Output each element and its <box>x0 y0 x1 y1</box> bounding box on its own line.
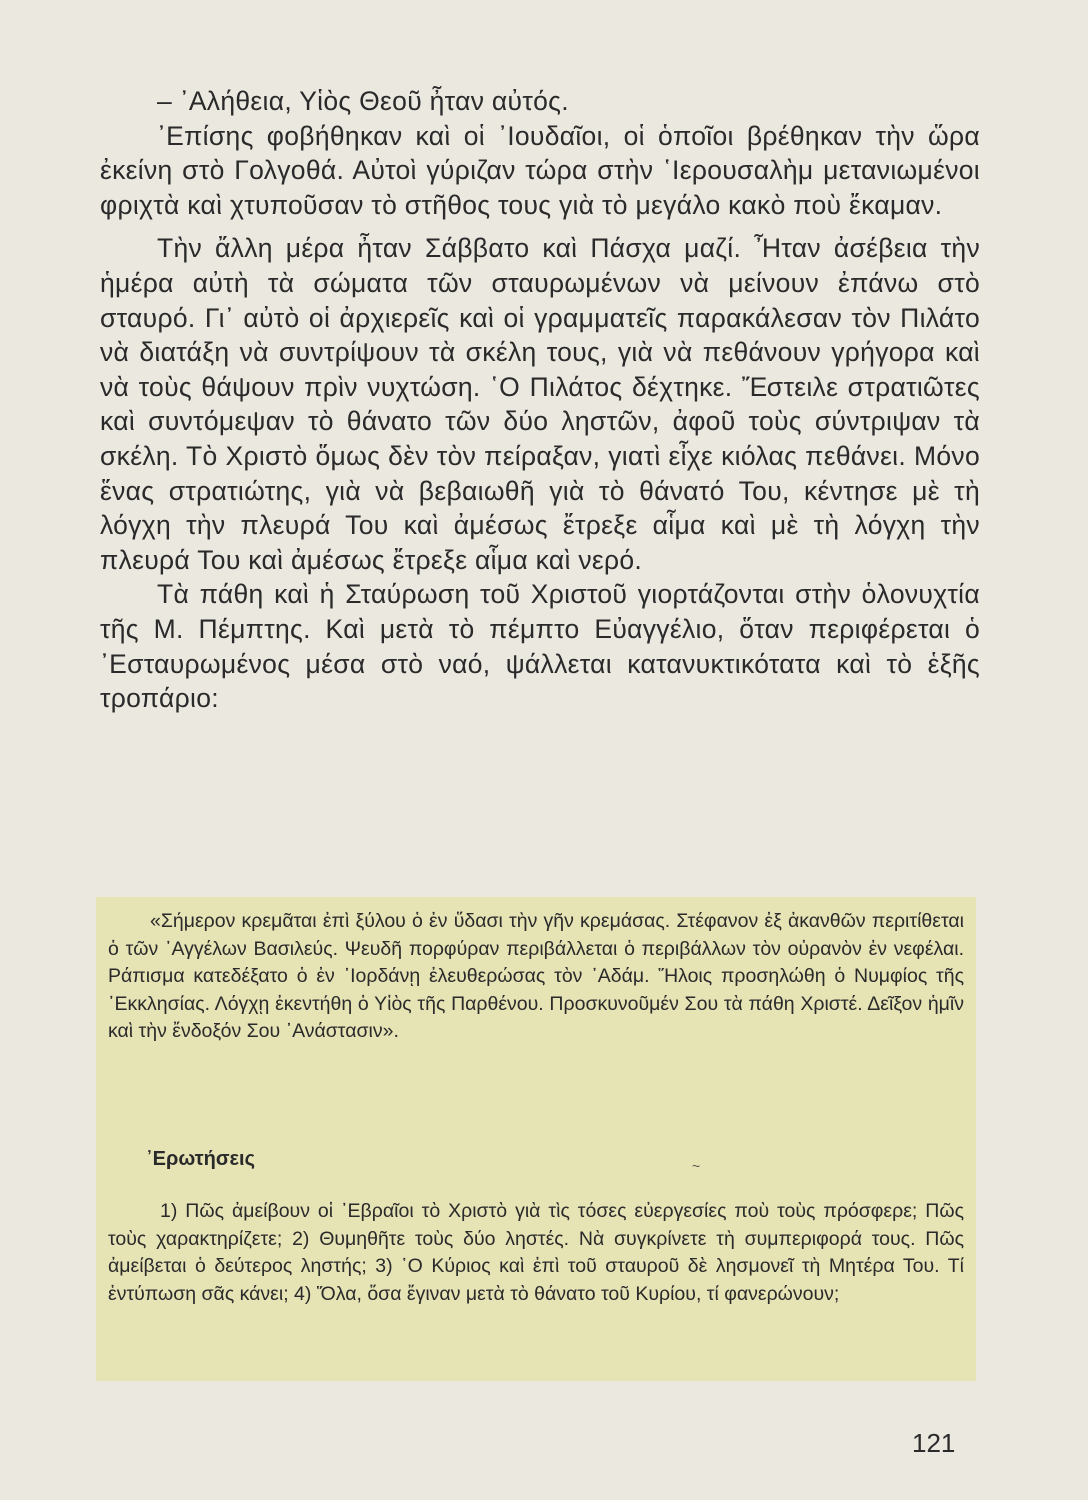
questions-content: 1) Πῶς ἀμείβουν οἱ ᾿Εβραῖοι τὸ Χριστὸ γιὰ τὶς τόσες εὐεργεσίες ποὺ τοὺς πρόσφερε; Πῶς τοὺς χαρακτηρίζετε; 2) Θυμηθῆτε τοὺς δύο ληστές. Νὰ συγκρίνετε τὴ συμπεριφορά τους. Πῶς ἀμείβεται ὁ δεύτερος ληστής; 3) ῾Ο Κύριος καὶ ἐπὶ τοῦ σταυροῦ δὲ λησμονεῖ τὴ Μητέρα Του. Τί ἐντύπωση σᾶς κάνει; 4) Ὅλα, ὅσα ἔγιναν μετὰ τὸ θάνατο τοῦ Κυρίου, τί φανερώνουν; <box>108 1200 964 1305</box>
main-text <box>100 84 980 716</box>
paragraph-sabbath: Τὴν ἄλλη μέρα ἦταν Σάββατο καὶ Πάσχα μαζί. Ἦταν ἀσέβεια τὴν ἡμέρα αὐτὴ τὰ σώματα τῶν σταυρωμένων νὰ μείνουν ἐπάνω στὸ σταυρό. Γι᾿ αὐτὸ οἱ ἀρχιερεῖς καὶ οἱ γραμματεῖς παρακάλεσαν τὸν Πιλάτο νὰ διατάξη νὰ συντρίψουν τὰ σκέλη τους, γιὰ νὰ πεθάνουν γρήγορα καὶ νὰ τοὺς θάψουν πρὶν νυχτώση. ῾Ο Πιλάτος δέχτηκε. Ἔστειλε στρατιῶτες καὶ συντόμεψαν τὸ θάνατο τῶν δύο ληστῶν, ἀφοῦ τοὺς σύντριψαν τὰ σκέλη. Τὸ Χριστὸ ὅμως δὲν τὸν πείραξαν, γιατὶ εἶχε κιόλας πεθάνει. Μόνο ἕνας στρατιώτης, γιὰ νὰ βεβαιωθῆ γιὰ τὸ θάνατό Του, κέντησε μὲ τὴ λόγχη τὴν πλευρά Του καὶ ἀμέσως ἔτρεξε αἷμα καὶ μὲ τὴ λόγχη τὴν πλευρά Του καὶ ἀμέσως ἔτρεξε αἷμα καὶ νερό. <box>100 233 980 575</box>
dialogue-line: – ᾿Αλήθεια, Υἱὸς Θεοῦ ἦταν αὐτός. <box>157 86 569 116</box>
questions-heading: ᾿Ερωτήσεις <box>146 1148 255 1170</box>
paragraph-judeans: ᾿Επίσης φοβήθηκαν καὶ οἱ ᾿Ιουδαῖοι, οἱ ὁποῖοι βρέθηκαν τὴν ὥρα ἐκείνη στὸ Γολγοθά. Αὐτοὶ γύριζαν τώρα στὴν ῾Ιερουσαλὴμ μετανιωμένοι φριχτὰ καὶ χτυποῦσαν τὸ στῆθος τους γιὰ τὸ μεγάλο κακὸ ποὺ ἔκαμαν. <box>100 120 980 220</box>
troparion-content: «Σήμερον κρεμᾶται ἐπὶ ξύλου ὁ ἐν ὕδασι τὴν γῆν κρεμάσας. Στέφανον ἐξ ἀκανθῶν περιτίθεται ὁ τῶν ᾿Αγγέλων Βασιλεύς. Ψευδῆ πορφύραν περιβάλλεται ὁ περιβάλλων τὸν οὐρανὸν ἐν νεφέλαι. Ράπισμα κατεδέξατο ὁ ἐν ᾿Ιορδάνῃ ἐλευθερώσας τὸν ᾿Αδάμ. Ἥλοις προσηλώθη ὁ Νυμφίος τῆς ᾿Εκκλησίας. Λόγχῃ ἐκεντήθη ὁ Υἱὸς τῆς Παρθένου. Προσκυνοῦμέν Σου τὰ πάθη Χριστέ. Δεῖξον ἡμῖν καὶ τὴν ἔνδοξόν Σου ᾿Ανάστασιν». <box>108 910 964 1043</box>
page-number: 121 <box>912 1428 956 1458</box>
questions-text <box>108 1198 964 1308</box>
margin-mark: ~ <box>692 1158 701 1174</box>
troparion-text <box>108 908 964 1046</box>
paragraph-holy-thursday: Τὰ πάθη καὶ ἡ Σταύρωση τοῦ Χριστοῦ γιορτάζονται στὴν ὁλονυχτία τῆς Μ. Πέμπτης. Καὶ μετὰ τὸ πέμπτο Εὐαγγέλιο, ὅταν περιφέρεται ὁ ᾿Εσταυρωμένος μέσα στὸ ναό, ψάλλεται κατανυκτικότατα καὶ τὸ ἑξῆς τροπάριο: <box>100 579 980 714</box>
